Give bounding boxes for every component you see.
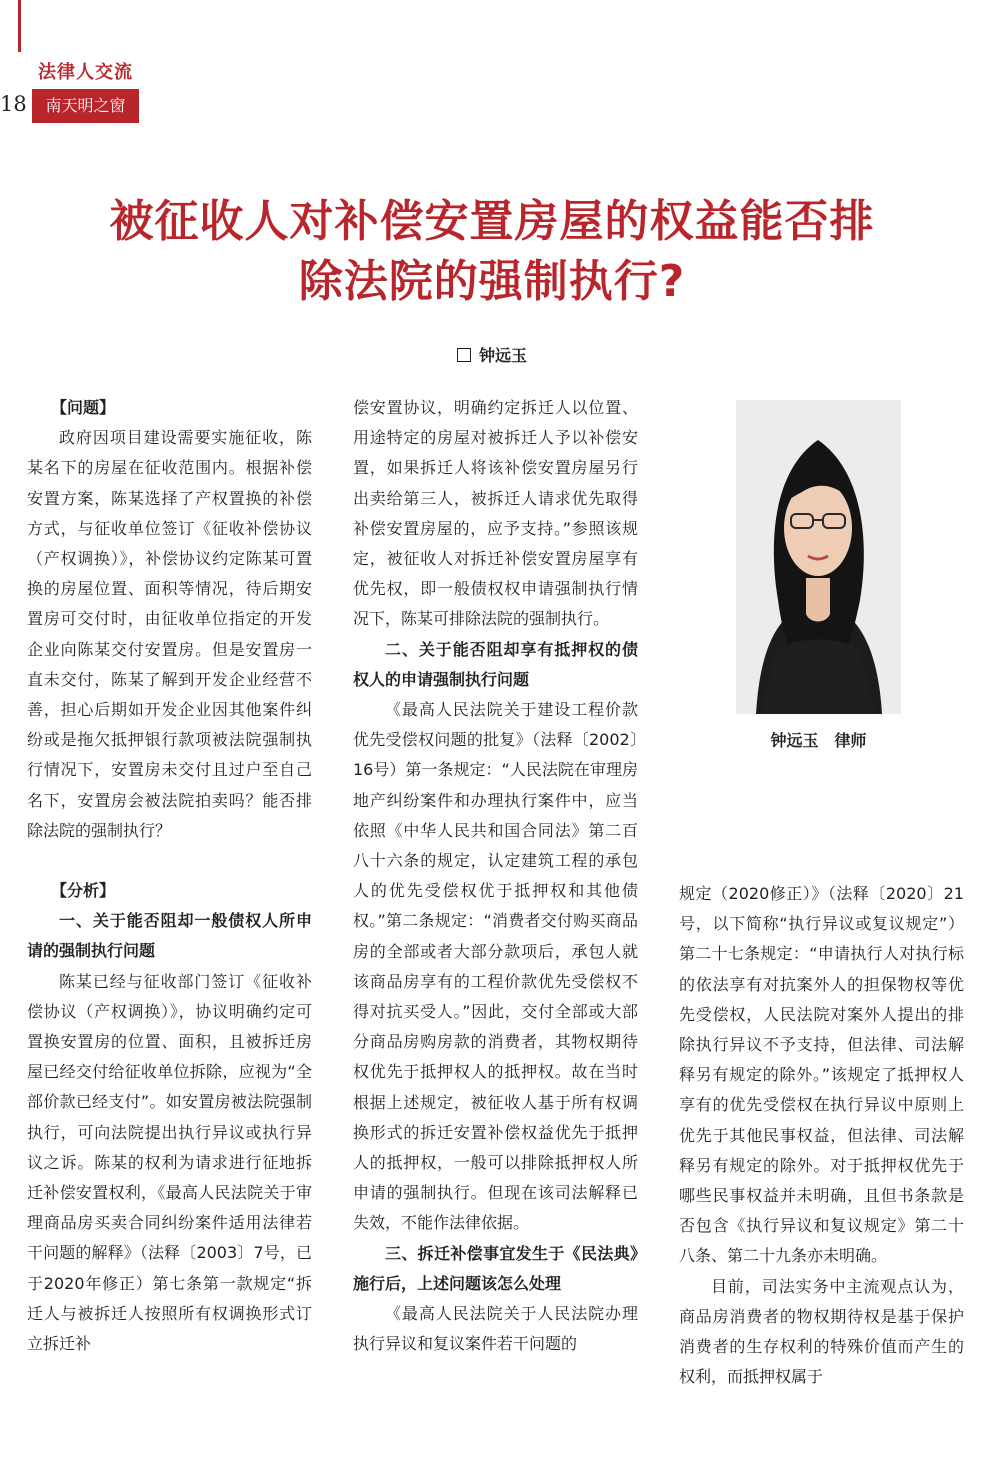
title-line-2: 除法院的强制执行? (298, 256, 686, 307)
paragraph: 陈某已经与征收部门签订《征收补偿协议（产权调换）》，协议明确约定可置换安置房的位置、面积，且被拆迁房屋已经交付给征收单位拆除，应视为“全部价款已经支付”。如安置房被法院强制执行，可向法院提出执行异议或执行异议之诉。陈某的权利为请求进行征地拆迁补偿安置权利，《最高人民法院关于审理商品房买卖合同纠纷案件适用法律若干问题的解释》（法释〔2003〕7号，已于2020年修正）第七条第一款规定“拆迁人与被拆迁人按照所有权调换形式订立拆迁补 (27, 971, 312, 1354)
byline (0, 343, 984, 366)
section-heading-analysis: 【分析】 (51, 881, 116, 901)
title-line-1: 被征收人对补偿安置房屋的权益能否排 (109, 196, 875, 247)
text-column-1 (27, 393, 312, 1359)
section-heading-question: 【问题】 (51, 398, 116, 417)
column-name-box: 南天明之窗 (32, 89, 139, 123)
subheading-1: 一、关于能否阻却一般债权人所申请的强制执行问题 (27, 911, 312, 961)
author-name: 钟远玉 (478, 346, 527, 365)
subheading-3: 三、拆迁补偿事宜发生于《民法典》施行后，上述问题该怎么处理 (353, 1243, 638, 1293)
text-column-2 (353, 393, 638, 1360)
text-column-3 (679, 879, 964, 1392)
paragraph: 目前，司法实务中主流观点认为，商品房消费者的物权期待权是基于保护消费者的生存权利的特殊价值而产生的权利，而抵押权属于 (679, 1276, 964, 1387)
author-portrait-image (736, 400, 901, 714)
article-title (0, 192, 984, 312)
section-tag: 法律人交流 (38, 62, 133, 83)
header-red-rule (18, 0, 21, 52)
author-photo (736, 400, 901, 714)
byline-square-icon (457, 348, 471, 362)
subheading-2: 二、关于能否阻却享有抵押权的债权人的申请强制执行问题 (353, 639, 638, 689)
paragraph: 《最高人民法院关于人民法院办理执行异议和复议案件若干问题的 (353, 1304, 638, 1354)
paragraph: 规定（2020修正）》（法释〔2020〕21号，以下简称“执行异议或复议规定”）第二十七条规定：“申请执行人对执行标的依法享有对抗案外人的担保物权等优先受偿权，人民法院对案外人提出的排除执行异议不予支持，但法律、司法解释另有规定的除外。”该规定了抵押权人享有的优先受偿权在执行异议中原则上优先于其他民事权益，但法律、司法解释另有规定的除外。对于抵押权优先于哪些民事权益并未明确，且但书条款是否包含《执行异议和复议规定》第二十八条、第二十九条亦未明确。 (679, 884, 964, 1266)
page-number: 18 (0, 92, 27, 116)
paragraph: 偿安置协议，明确约定拆迁人以位置、用途特定的房屋对被拆迁人予以补偿安置，如果拆迁人将该补偿安置房屋另行出卖给第三人，被拆迁人请求优先取得补偿安置房屋的，应予支持。”参照该规定，被征收人对拆迁补偿安置房屋享有优先权，即一般债权权申请强制执行情况下，陈某可排除法院的强制执行。 (353, 398, 638, 629)
photo-caption: 钟远玉 律师 (770, 731, 867, 750)
paragraph: 政府因项目建设需要实施征收，陈某名下的房屋在征收范围内。根据补偿安置方案，陈某选择了产权置换的补偿方式，与征收单位签订《征收补偿协议（产权调换）》，补偿协议约定陈某可置换的房屋位置、面积等情况，待后期安置房可交付时，由征收单位指定的开发企业向陈某交付安置房。但是安置房一直未交付，陈某了解到开发企业经营不善，担心后期如开发企业因其他案件纠纷或是拖欠抵押银行款项被法院强制执行情况下，安置房未交付且过户至自己名下，安置房会被法院拍卖吗？能否排除法院的强制执行？ (27, 428, 312, 840)
paragraph: 《最高人民法院关于建设工程价款优先受偿权问题的批复》（法释〔2002〕16号）第一条规定：“人民法院在审理房地产纠纷案件和办理执行案件中，应当依照《中华人民共和国合同法》第二百八十六条的规定，认定建筑工程的承包人的优先受偿权优于抵押权和其他债权。”第二条规定：“消费者交付购买商品房的全部或者大部分款项后，承包人就该商品房享有的工程价款优先受偿权不得对抗买受人。”因此，交付全部或大部分商品房购房款的消费者，其物权期待权优先于抵押权人的抵押权。故在当时根据上述规定，被征收人基于所有权调换形式的拆迁安置补偿权益优先于抵押人的抵押权，一般可以排除抵押权人所申请的强制执行。但现在该司法解释已失效，不能作法律依据。 (353, 700, 638, 1233)
